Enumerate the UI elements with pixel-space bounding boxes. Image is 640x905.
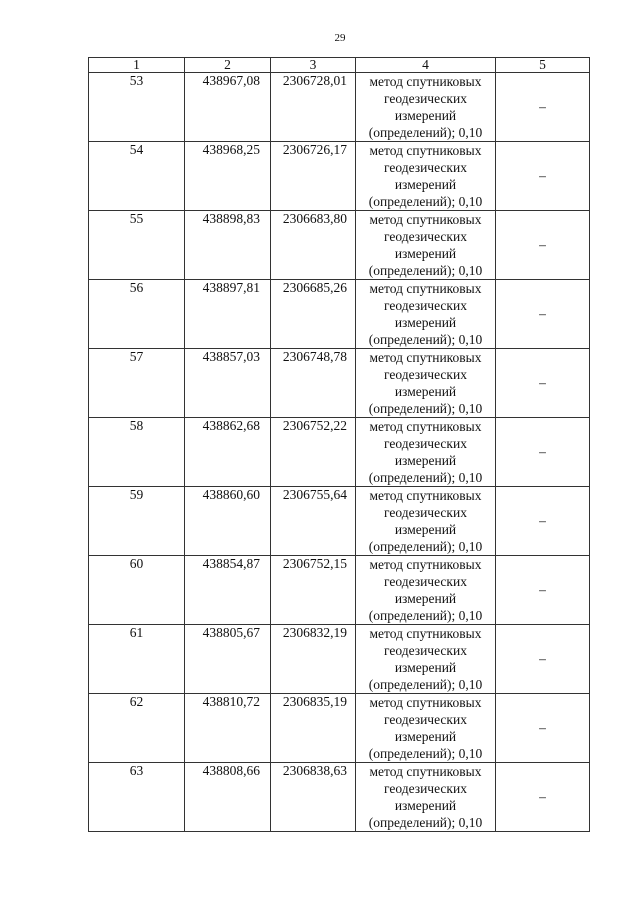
method-line: (определений); 0,10: [368, 194, 483, 209]
note-cell: –: [496, 763, 590, 832]
point-number-cell: 61: [89, 625, 185, 694]
method-line: метод спутниковых: [369, 557, 482, 572]
table-row: [89, 211, 590, 280]
column-header: 4: [356, 58, 496, 73]
note-cell: –: [496, 211, 590, 280]
note-cell: –: [496, 556, 590, 625]
method-line: геодезических: [384, 298, 467, 313]
method-line: геодезических: [384, 505, 467, 520]
method-cell: [356, 280, 496, 349]
coordinates-table: [88, 57, 590, 832]
method-cell: [356, 73, 496, 142]
method-line: измерений: [394, 384, 457, 399]
y-coordinate-cell: 2306838,63: [271, 763, 356, 832]
x-coordinate-cell: 438808,66: [185, 763, 271, 832]
table-row: [89, 763, 590, 832]
y-coordinate-cell: 2306748,78: [271, 349, 356, 418]
note-cell: –: [496, 625, 590, 694]
method-cell: [356, 211, 496, 280]
point-number-cell: 60: [89, 556, 185, 625]
method-cell: [356, 694, 496, 763]
x-coordinate-cell: 438857,03: [185, 349, 271, 418]
point-number-cell: 58: [89, 418, 185, 487]
method-line: геодезических: [384, 91, 467, 106]
method-line: (определений); 0,10: [368, 608, 483, 623]
y-coordinate-cell: 2306726,17: [271, 142, 356, 211]
x-coordinate-cell: 438898,83: [185, 211, 271, 280]
method-cell: [356, 142, 496, 211]
method-line: геодезических: [384, 229, 467, 244]
method-line: геодезических: [384, 643, 467, 658]
method-cell: [356, 625, 496, 694]
column-header: 3: [271, 58, 356, 73]
method-line: метод спутниковых: [369, 350, 482, 365]
table-body: [89, 73, 590, 832]
method-line: (определений); 0,10: [368, 746, 483, 761]
method-line: геодезических: [384, 160, 467, 175]
note-cell: –: [496, 142, 590, 211]
column-header: 2: [185, 58, 271, 73]
note-cell: –: [496, 73, 590, 142]
point-number-cell: 63: [89, 763, 185, 832]
method-line: (определений); 0,10: [368, 263, 483, 278]
table-row: [89, 487, 590, 556]
table-row: [89, 625, 590, 694]
x-coordinate-cell: 438967,08: [185, 73, 271, 142]
table-header-row: [89, 58, 590, 73]
method-line: измерений: [394, 729, 457, 744]
method-line: (определений); 0,10: [368, 677, 483, 692]
y-coordinate-cell: 2306752,22: [271, 418, 356, 487]
table-row: [89, 556, 590, 625]
method-line: метод спутниковых: [369, 626, 482, 641]
x-coordinate-cell: 438860,60: [185, 487, 271, 556]
method-line: геодезических: [384, 781, 467, 796]
x-coordinate-cell: 438897,81: [185, 280, 271, 349]
method-cell: [356, 418, 496, 487]
method-line: геодезических: [384, 712, 467, 727]
x-coordinate-cell: 438810,72: [185, 694, 271, 763]
note-cell: –: [496, 349, 590, 418]
method-line: измерений: [394, 108, 457, 123]
point-number-cell: 55: [89, 211, 185, 280]
note-cell: –: [496, 418, 590, 487]
note-cell: –: [496, 280, 590, 349]
y-coordinate-cell: 2306755,64: [271, 487, 356, 556]
method-line: (определений); 0,10: [368, 401, 483, 416]
method-line: геодезических: [384, 574, 467, 589]
table-row: [89, 142, 590, 211]
method-line: метод спутниковых: [369, 419, 482, 434]
method-line: измерений: [394, 660, 457, 675]
y-coordinate-cell: 2306832,19: [271, 625, 356, 694]
method-line: измерений: [394, 177, 457, 192]
table-row: [89, 418, 590, 487]
page-number: 29: [334, 32, 346, 44]
method-cell: [356, 349, 496, 418]
method-line: измерений: [394, 522, 457, 537]
method-cell: [356, 763, 496, 832]
point-number-cell: 62: [89, 694, 185, 763]
method-line: измерений: [394, 246, 457, 261]
table-row: [89, 349, 590, 418]
column-header: 5: [496, 58, 590, 73]
y-coordinate-cell: 2306835,19: [271, 694, 356, 763]
y-coordinate-cell: 2306685,26: [271, 280, 356, 349]
point-number-cell: 57: [89, 349, 185, 418]
method-line: (определений); 0,10: [368, 470, 483, 485]
x-coordinate-cell: 438854,87: [185, 556, 271, 625]
table-row: [89, 73, 590, 142]
method-line: (определений); 0,10: [368, 539, 483, 554]
method-line: геодезических: [384, 367, 467, 382]
method-line: измерений: [394, 315, 457, 330]
method-cell: [356, 556, 496, 625]
x-coordinate-cell: 438862,68: [185, 418, 271, 487]
method-line: метод спутниковых: [369, 212, 482, 227]
point-number-cell: 54: [89, 142, 185, 211]
method-line: (определений); 0,10: [368, 332, 483, 347]
x-coordinate-cell: 438968,25: [185, 142, 271, 211]
method-line: метод спутниковых: [369, 488, 482, 503]
note-cell: –: [496, 487, 590, 556]
method-line: геодезических: [384, 436, 467, 451]
method-line: измерений: [394, 798, 457, 813]
x-coordinate-cell: 438805,67: [185, 625, 271, 694]
table-row: [89, 694, 590, 763]
method-line: (определений); 0,10: [368, 125, 483, 140]
table-row: [89, 280, 590, 349]
y-coordinate-cell: 2306683,80: [271, 211, 356, 280]
method-line: метод спутниковых: [369, 74, 482, 89]
method-cell: [356, 487, 496, 556]
method-line: (определений); 0,10: [368, 815, 483, 830]
column-header: 1: [89, 58, 185, 73]
method-line: измерений: [394, 591, 457, 606]
point-number-cell: 56: [89, 280, 185, 349]
method-line: метод спутниковых: [369, 281, 482, 296]
method-line: метод спутниковых: [369, 143, 482, 158]
note-cell: –: [496, 694, 590, 763]
point-number-cell: 59: [89, 487, 185, 556]
point-number-cell: 53: [89, 73, 185, 142]
method-line: метод спутниковых: [369, 695, 482, 710]
y-coordinate-cell: 2306752,15: [271, 556, 356, 625]
method-line: метод спутниковых: [369, 764, 482, 779]
method-line: измерений: [394, 453, 457, 468]
y-coordinate-cell: 2306728,01: [271, 73, 356, 142]
